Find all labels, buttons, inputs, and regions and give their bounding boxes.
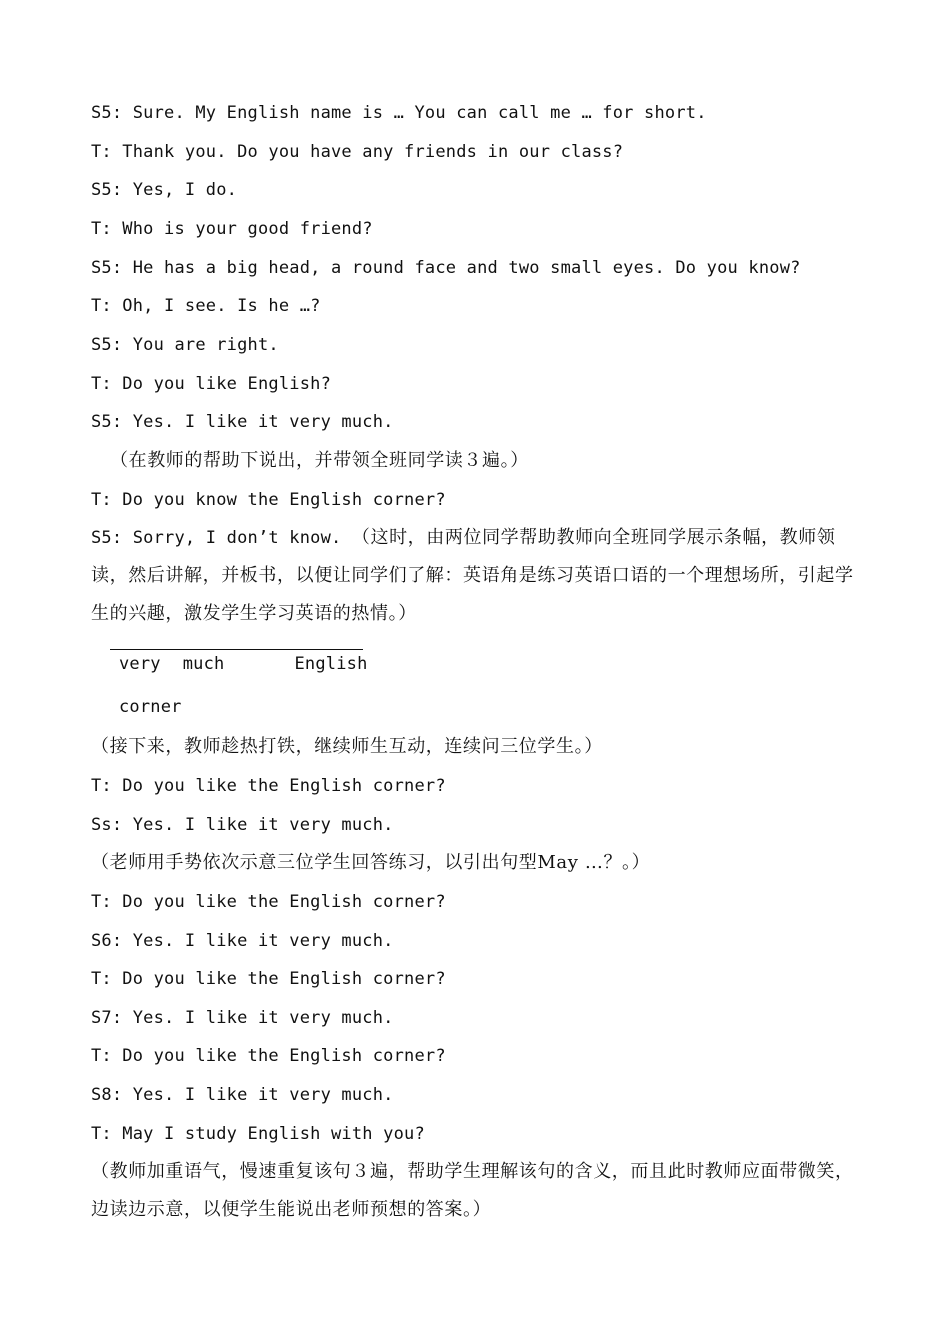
dialogue-line: S5: He has a big head, a round face and two small eyes. Do you know? (91, 258, 801, 278)
dialogue-line: T: Thank you. Do you have any friends in our class? (91, 142, 624, 162)
dialogue-line: T: May I study English with you? (91, 1124, 425, 1144)
dialogue-line: T: Oh, I see. Is he …? (91, 296, 321, 316)
sorry-dialogue-text: S5: Sorry, I don’t know. (91, 528, 352, 548)
final-note-text: （教师加重语气，慢速重复该句３遍，帮助学生理解该句的含义，而且此时教师应面带微笑，边读边示意，以便学生能说出老师预想的答案。） (91, 1161, 854, 1220)
dialogue-line: T: Do you like the English corner? (91, 1046, 446, 1066)
dialogue-line: S5: Sure. My English name is … You can call me … for short. (91, 103, 707, 123)
dialogue-line: S7: Yes. I like it very much. (91, 1008, 394, 1028)
dialogue-line: T: Do you know the English corner? (91, 490, 446, 510)
dialogue-line: S8: Yes. I like it very much. (91, 1085, 394, 1105)
dialogue-line: T: Who is your good friend? (91, 219, 373, 239)
dialogue-line: T: Do you like the English corner? (91, 892, 446, 912)
board-word-very: very (119, 654, 161, 674)
board-rule (110, 649, 363, 650)
dialogue-line: S5: You are right. (91, 335, 279, 355)
board-words-row (119, 652, 368, 676)
sorry-paragraph (91, 519, 871, 633)
dialogue-line: T: Do you like the English corner? (91, 969, 446, 989)
dialogue-line: S5: Yes. I like it very much. (91, 412, 394, 432)
teacher-note: （在教师的帮助下说出，并带领全班同学读３遍。） (110, 450, 529, 471)
sorry-note-text: （这时，由两位同学帮助教师向全班同学展示条幅，教师领读，然后讲解，并板书，以便让同学们了解：英语角是练习英语口语的一个理想场所，引起学生的兴趣，激发学生学习英语的热情。） (91, 527, 854, 624)
teacher-note: （接下来，教师趁热打铁，继续师生互动，连续问三位学生。） (91, 736, 603, 757)
teacher-note: （老师用手势依次示意三位学生回答练习，以引出句型May …？。） (91, 852, 651, 873)
dialogue-line: T: Do you like the English corner? (91, 776, 446, 796)
dialogue-line: T: Do you like English? (91, 374, 332, 394)
board-word-corner: corner (119, 697, 182, 717)
dialogue-line: S6: Yes. I like it very much. (91, 931, 394, 951)
dialogue-line: S5: Yes, I do. (91, 180, 238, 200)
dialogue-line: Ss: Yes. I like it very much. (91, 815, 394, 835)
final-note-paragraph (91, 1153, 871, 1229)
board-word-much: much (182, 654, 225, 674)
board-word-english: English (294, 654, 368, 674)
